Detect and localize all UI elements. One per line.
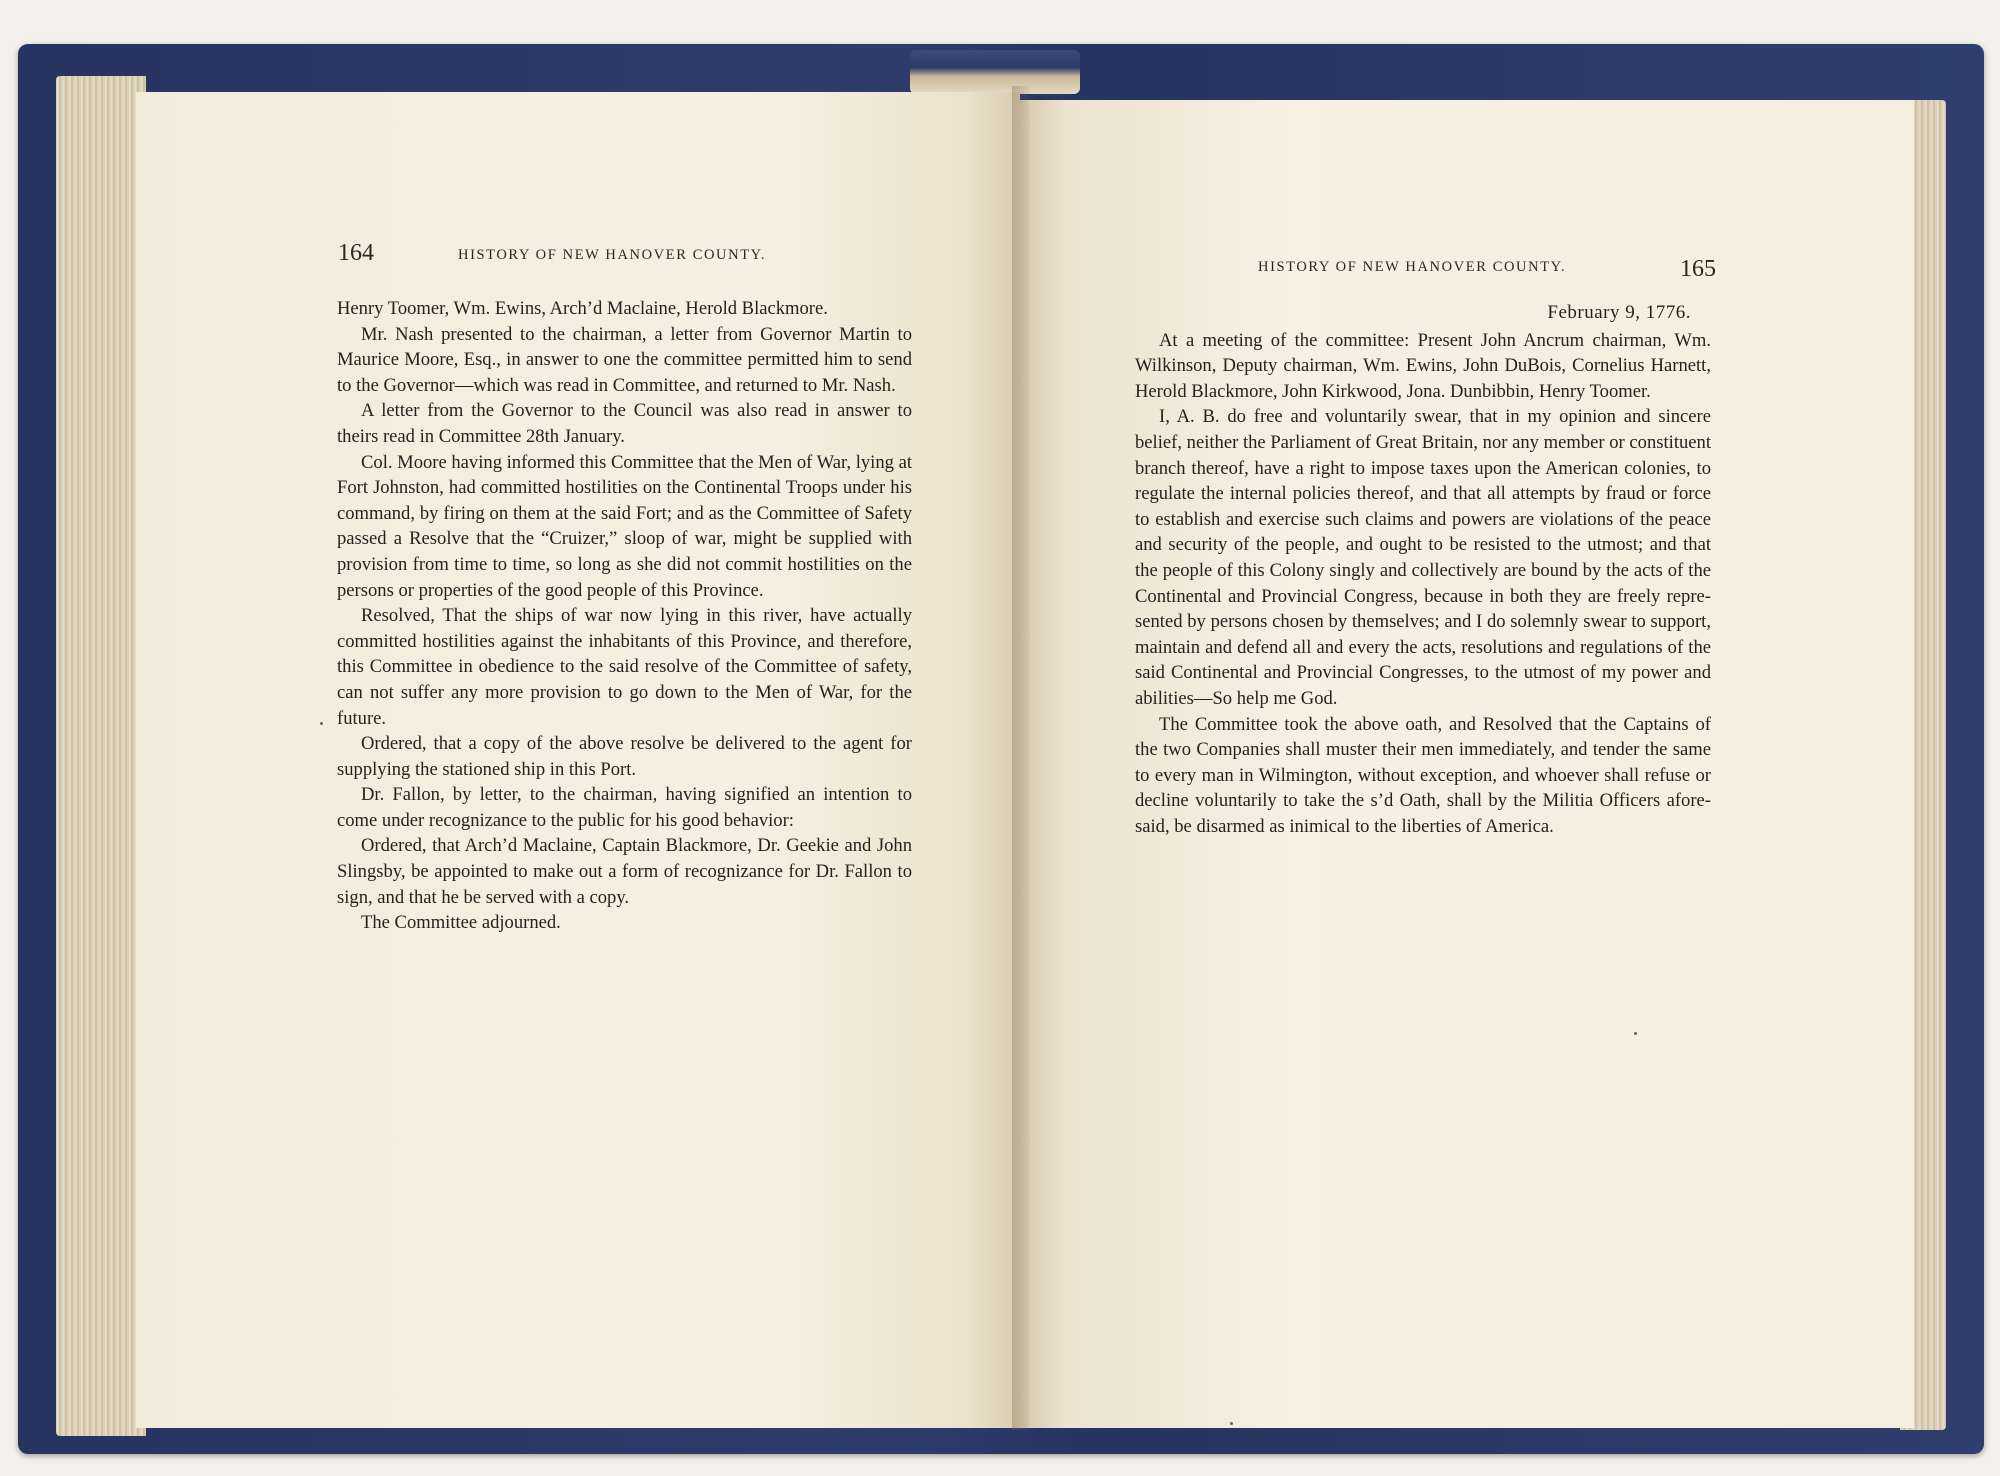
paragraph: Col. Moore having informed this Committee that the Men of War, lying at Fort Johnston, had committed hostilities on the Continental Troops under his command, by firing on them at the said Fort; and as the Committee of Safety passed a Resolve that the “Cruizer,” sloop of war, might be supplied with provision from time to time, so long as she did not commit hostilities on the persons or properties of the good people of this Province. <box>337 451 913 601</box>
paragraph: The Committee took the above oath, and Resolved that the Captains of the two Companies shall muster their men immediately, and tender the same to every man in Wilmington, without exception, and whoever shall refuse or decline voluntarily to take the s’d Oath, shall by the Militia Officers aforesaid, be disarmed as inimical to the liberties of America. <box>1135 713 1711 837</box>
right-page-body <box>1135 300 1711 839</box>
paragraph: At a meeting of the committee: Present John Ancrum chairman, Wm. Wilkinson, Deputy chairman, Wm. Ewins, John DuBois, Cornelius Harnett, Herold Blackmore, John Kirkwood, Jona. Dunbibbin, Henry Toomer. <box>1135 329 1711 402</box>
paragraph: Resolved, That the ships of war now lying in this river, have actually committed hostilities against the inhabitants of this Province, and therefore, this Committee in obedience to the said resolve of the Committee of safety, can not suffer any more provision to go down to the Men of War, for the future. <box>337 605 912 729</box>
paper-speck <box>320 722 323 725</box>
paper-speck <box>1230 1422 1233 1425</box>
left-running-head: HISTORY OF NEW HANOVER COUNTY. <box>458 247 767 263</box>
left-page-edges <box>56 76 146 1436</box>
spine-headband <box>910 50 1080 94</box>
left-page-body <box>337 296 912 936</box>
paragraph: Ordered, that Arch’d Maclaine, Captain Blackmore, Dr. Geekie and John Slingsby, be appointed to make out a form of recognizance for Dr. Fallon to sign, and that he be served with a copy. <box>337 835 912 908</box>
paragraph: I, A. B. do free and voluntarily swear, that in my opinion and sincere belief, neither the Parliament of Great Britain, nor any member or constituent branch thereof, have a right to impose taxes upon the American colonies, to regulate the internal policies thereof, and that all attempts by fraud or force to establish and exercise such claims and powers are violations of the peace and security of the people, and ought to be resisted to the utmost; and that the people of this Colony singly and collectively are bound by the acts of the Continental and Provincial Congress, because in both they are freely represented by persons chosen by themselves; and I do solemnly swear to support, maintain and defend all and every the acts, resolutions and regulations of the said Continental and Provincial Congresses, to the utmost of my power and abilities—So help me God. <box>1135 406 1711 709</box>
left-page-number: 164 <box>338 240 374 266</box>
paragraph: Dr. Fallon, by letter, to the chairman, having signified an intention to come under recognizance to the public for his good behavior: <box>337 784 912 831</box>
paper-speck <box>1634 1032 1637 1035</box>
right-page-number: 165 <box>1680 256 1716 282</box>
paragraph: The Committee adjourned. <box>361 912 561 934</box>
paragraph: Mr. Nash presented to the chairman, a letter from Governor Martin to Maurice Moore, Esq., in answer to one the committee permitted him to send to the Governor—which was read in Committee, and returned to Mr. Nash. <box>337 323 912 396</box>
spine-gutter <box>1012 86 1030 1430</box>
dateline: February 9, 1776. <box>1547 302 1691 323</box>
paragraph: A letter from the Governor to the Council was also read in answer to theirs read in Committee 28th January. <box>337 400 912 447</box>
paragraph: Henry Toomer, Wm. Ewins, Arch’d Maclaine, Herold Blackmore. <box>337 298 828 319</box>
right-running-head: HISTORY OF NEW HANOVER COUNTY. <box>1258 259 1567 275</box>
paragraph: Ordered, that a copy of the above resolve be delivered to the agent for supplying the stationed ship in this Port. <box>337 733 912 780</box>
